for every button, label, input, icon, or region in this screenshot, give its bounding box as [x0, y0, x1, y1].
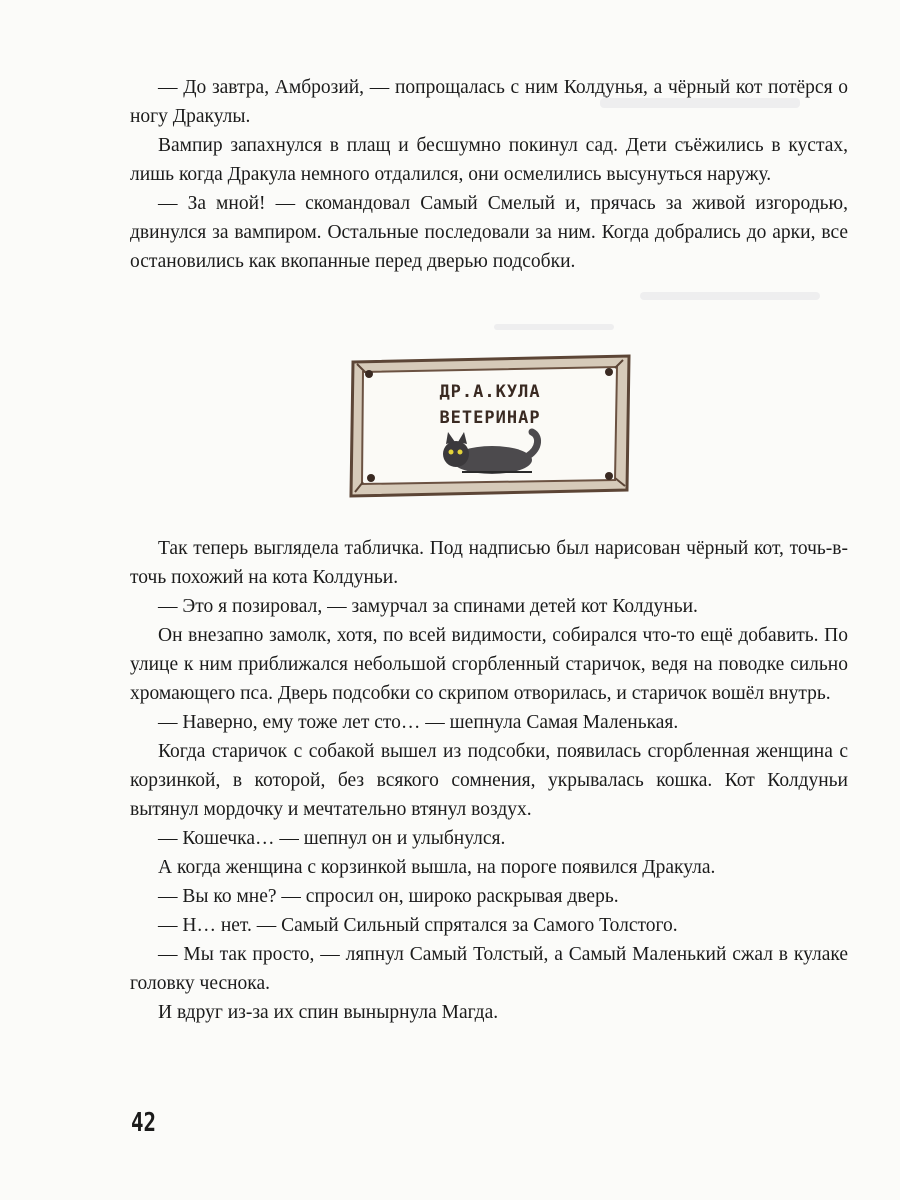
scan-smudge — [640, 292, 820, 300]
paragraph: — Кошечка… — шепнул он и улыбнулся. — [158, 828, 506, 849]
door-sign-illustration — [347, 352, 633, 500]
text-block-bottom — [130, 534, 848, 1027]
page-number: 42 — [131, 1108, 157, 1138]
paragraph: — Н… нет. — Самый Сильный спрятался за Самого Толстого. — [158, 915, 678, 936]
paragraph: — Наверно, ему тоже лет сто… — шепнула Самая Маленькая. — [158, 712, 679, 733]
paragraph: — За мной! — скомандовал Самый Смелый и, прячась за живой изгородью, двинулся за вампиром. Остальные последовали за ним. Когда добрались до арки, все остановились как вкопанные перед дверью подсобки. — [130, 193, 848, 272]
paragraph: — Это я позировал, — замурчал за спинами детей кот Колдуньи. — [158, 596, 698, 617]
paragraph: Он внезапно замолк, хотя, по всей видимости, собирался что-то ещё добавить. По улице к ним приближался небольшой сгорбленный старичок, ведя на поводке сильно хромающего пса. Дверь подсобки со скрипом отворилась, и старичок вошёл внутрь. — [130, 625, 848, 704]
paragraph: Так теперь выглядела табличка. Под надписью был нарисован чёрный кот, точь-в-точь похожий на кота Колдуньи. — [130, 538, 848, 588]
paragraph: — Вы ко мне? — спросил он, широко раскрывая дверь. — [158, 886, 619, 907]
paragraph: — До завтра, Амброзий, — попрощалась с ним Колдунья, а чёрный кот потёрся о ногу Дракулы. — [130, 77, 848, 127]
sign-title: ДР.А.КУЛА — [439, 382, 541, 402]
paragraph: — Мы так просто, — ляпнул Самый Толстый, а Самый Маленький сжал в кулаке головку чеснока. — [130, 944, 848, 994]
paragraph: А когда женщина с корзинкой вышла, на пороге появился Дракула. — [158, 857, 716, 878]
text-block-top — [130, 73, 848, 276]
paragraph: Когда старичок с собакой вышел из подсобки, появилась сгорбленная женщина с корзинкой, в которой, без всякого сомнения, укрывалась кошка. Кот Колдуньи вытянул мордочку и мечтательно втянул воздух. — [130, 741, 848, 820]
paragraph: Вампир запахнулся в плащ и бесшумно покинул сад. Дети съёжились в кустах, лишь когда Дракула немного отдалился, они осмелились высунуться наружу. — [130, 135, 848, 185]
scan-smudge — [494, 324, 614, 330]
sign-subtitle: ВЕТЕРИНАР — [439, 408, 541, 428]
paragraph: И вдруг из-за их спин вынырнула Магда. — [158, 1002, 499, 1023]
